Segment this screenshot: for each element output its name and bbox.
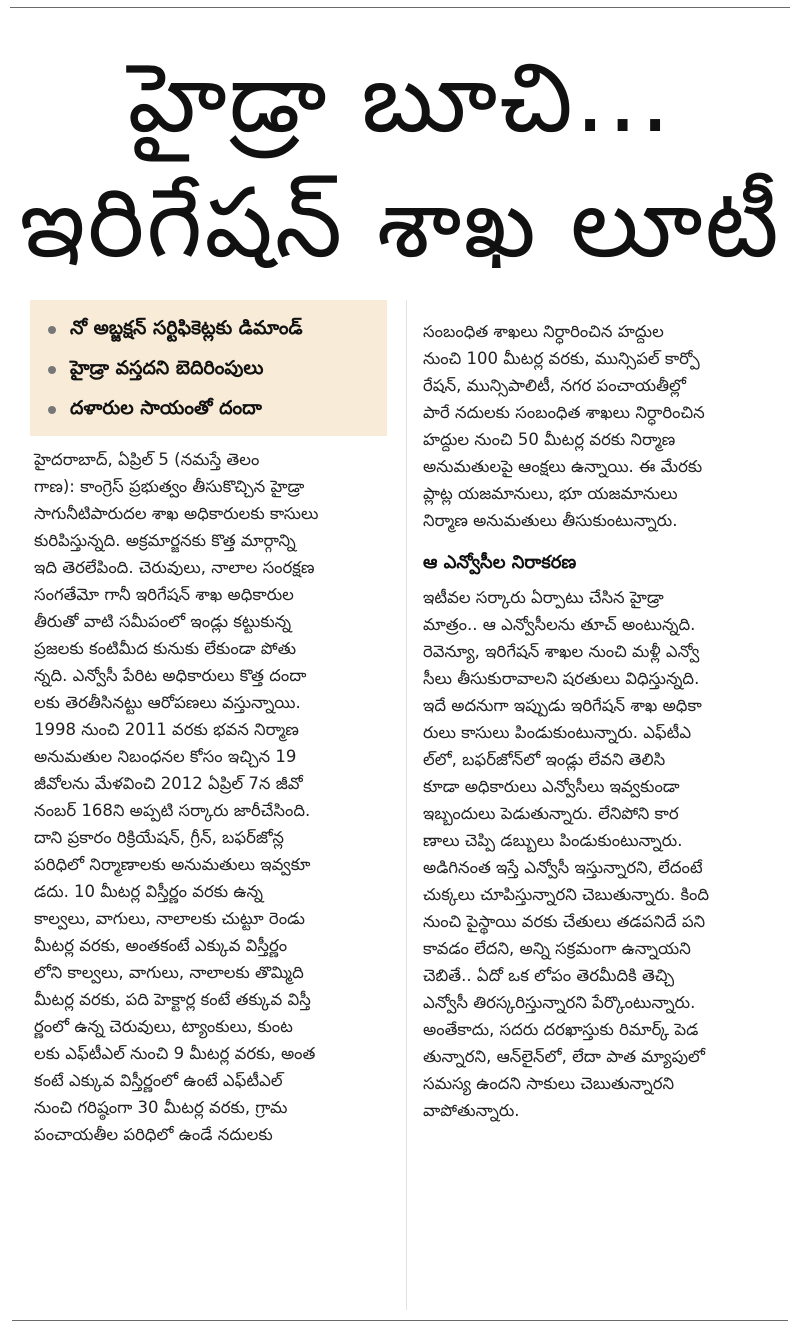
article-paragraph: హైదరాబాద్, ఏప్రిల్ 5 (నమస్తే తెలం గాణ): కాంగ్రెస్ ప్రభుత్వం తీసుకొచ్చిన హైడ్రా సాగునీటిపారుదల శాఖ అధికారులకు కాసులు కురిపిస్తున్నది. అక్రమార్జనకు కొత్త మార్గాన్ని ఇది తెరలేపింది. చెరువులు, నాలాల సంరక్షణ సంగతేమో గానీ ఇరిగేషన్ శాఖ అధికారుల తీరుతో వాటి సమీపంలో ఇండ్లు కట్టుకున్న ప్రజలకు కంటిమీద కునుకు లేకుండా పోతు న్నది. ఎన్వోసీ పేరిట అధికారులు కొత్త దందా లకు తెరతీసినట్టు ఆరోపణలు వస్తున్నాయి. 1998 నుంచి 2011 వరకు భవన నిర్మాణ అనుమతుల నిబంధనల కోసం ఇచ్చిన 19 జీవోలను మేళవించి 2012 ఏప్రిల్ 7న జీవో నంబర్ 168ని అప్పటి సర్కారు జారీచేసింది. దాని ప్రకారం రిక్రియేషన్, గ్రీన్, బఫర్‌జోన్ల పరిధిలో నిర్మాణాలకు అనుమతులు ఇవ్వకూ డదు. 10 మీటర్ల విస్తీర్ణం వరకు ఉన్న కాల్వలు, వాగులు, నాలాలకు చుట్టూ రెండు మీటర్ల వరకు, అంతకంటే ఎక్కువ విస్తీర్ణం లోని కాల్వలు, వాగులు, నాలాలకు తొమ్మిది మీటర్ల వరకు, పది హెక్టార్ల కంటే తక్కువ విస్తీ ర్ణంలో ఉన్న చెరువులు, ట్యాంకులు, కుంట లకు ఎఫ్‌టీఎల్ నుంచి 9 మీటర్ల వరకు, అంత కంటే ఎక్కువ విస్తీర్ణంలో ఉంటే ఎఫ్‌టీఎల్ నుంచి గరిష్ఠంగా 30 మీటర్ల వరకు, గ్రామ పంచాయతీల పరిధిలో ఉండే నదులకు [34,450,319,1144]
top-rule [10,7,790,8]
highlight-text: హైడ్రా వస్తదని బెదిరింపులు [70,356,264,379]
column-divider [406,300,407,1310]
highlights-box [30,300,387,436]
article-left-column [34,446,386,1148]
article-right-column [423,318,783,1124]
article-paragraph: ఇటీవల సర్కారు ఏర్పాటు చేసిన హైడ్రా మాత్రం.. ఆ ఎన్వోసీలను తూచ్ అంటున్నది. రెవెన్యూ, ఇరిగేషన్ శాఖల నుంచి మళ్లీ ఎన్వో సీలు తీసుకురావాలని షరతులు విధిస్తున్నది. ఇదే అదనుగా ఇప్పుడు ఇరిగేషన్ శాఖ అధికా రులు కాసులు పిండుకుంటున్నారు. ఎఫ్‌టీఎ ల్‌లో, బఫర్‌జోన్‌లో ఇండ్లు లేవని తెలిసి కూడా అధికారులు ఎన్వోసీలు ఇవ్వకుండా ఇబ్బందులు పెడుతున్నారు. లేనిపోని కార ణాలు చెప్పి డబ్బులు పిండుకుంటున్నారు. అడిగినంత ఇస్తే ఎన్వోసీ ఇస్తున్నారని, లేదంటే చుక్కలు చూపిస్తున్నారని చెబుతున్నారు. కింది నుంచి పైస్థాయి వరకు చేతులు తడపనిదే పని కావడం లేదని, అన్ని సక్రమంగా ఉన్నాయని చెబితే.. ఏదో ఒక లోపం తెరమీదికి తెచ్చి ఎన్వోసీ తిరస్కరిస్తున్నారని పేర్కొంటున్నారు. అంతేకాదు, సదరు దరఖాస్తుకు రిమార్క్ పెడ తున్నారని, ఆన్‌లైన్‌లో, లేదా పాత మ్యాపులో సమస్య ఉందని సాకులు చెబుతున్నారని వాపోతున్నారు. [423,588,710,1120]
section-subheading: ఆ ఎన్వోసీల నిరాకరణ [423,552,577,573]
headline-line-1: హైడ్రా బూచి... [127,42,673,154]
highlight-item [48,390,387,430]
highlight-text: దళారుల సాయంతో దందా [70,396,262,419]
bullet-icon [48,406,56,414]
highlight-item [48,350,387,390]
bullet-icon [48,366,56,374]
bullet-icon [48,326,56,334]
article-paragraph: సంబంధిత శాఖలు నిర్ధారించిన హద్దుల నుంచి 100 మీటర్ల వరకు, మున్సిపల్ కార్పో రేషన్, మున్సిపాలిటీ, నగర పంచాయతీల్లో పారే నదులకు సంబంధిత శాఖలు నిర్ధారించిన హద్దుల నుంచి 50 మీటర్ల వరకు నిర్మాణ అనుమతులపై ఆంక్షలు ఉన్నాయి. ఈ మేరకు ప్లాట్ల యజమానులు, భూ యజమానులు నిర్మాణ అనుమతులు తీసుకుంటున్నారు. [423,322,705,530]
headline-line-2: ఇరిగేషన్ శాఖ లూటీ [19,167,781,279]
bottom-rule [12,1320,788,1321]
highlight-item [48,310,387,350]
highlight-text: నో అబ్జక్షన్ సర్టిఫికెట్లకు డిమాండ్ [70,316,303,339]
